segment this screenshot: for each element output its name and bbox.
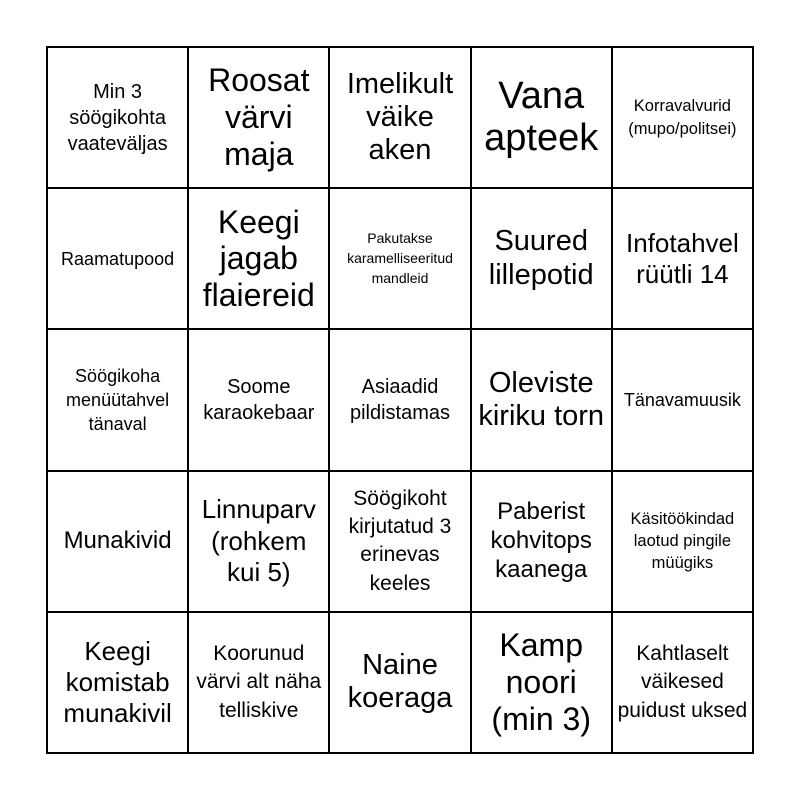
bingo-cell[interactable]: Korravalvurid (mupo/politsei) — [612, 47, 753, 188]
bingo-cell[interactable]: Raamatupood — [47, 188, 188, 329]
bingo-cell[interactable]: Soome karaokebaar — [188, 329, 329, 470]
bingo-cell[interactable]: Min 3 söögikohta vaateväljas — [47, 47, 188, 188]
bingo-cell[interactable]: Paberist kohvitops kaanega — [471, 471, 612, 612]
bingo-cell[interactable]: Naine koeraga — [329, 612, 470, 753]
bingo-cell[interactable]: Imelikult väike aken — [329, 47, 470, 188]
bingo-cell[interactable]: Kahtlaselt väikesed puidust uksed — [612, 612, 753, 753]
bingo-cell[interactable]: Pakutakse karamelliseeritud mandleid — [329, 188, 470, 329]
bingo-cell[interactable]: Keegi jagab flaiereid — [188, 188, 329, 329]
bingo-cell[interactable]: Munakivid — [47, 471, 188, 612]
bingo-cell[interactable]: Käsitöökindad laotud pingile müügiks — [612, 471, 753, 612]
bingo-cell[interactable]: Asiaadid pildistamas — [329, 329, 470, 470]
bingo-cell[interactable]: Roosat värvi maja — [188, 47, 329, 188]
bingo-cell[interactable]: Söögikoha menüütahvel tänaval — [47, 329, 188, 470]
bingo-cell[interactable]: Oleviste kiriku torn — [471, 329, 612, 470]
bingo-cell[interactable]: Infotahvel rüütli 14 — [612, 188, 753, 329]
bingo-cell[interactable]: Söögikoht kirjutatud 3 erinevas keeles — [329, 471, 470, 612]
bingo-cell[interactable]: Linnuparv (rohkem kui 5) — [188, 471, 329, 612]
bingo-cell[interactable]: Vana apteek — [471, 47, 612, 188]
bingo-cell[interactable]: Koorunud värvi alt näha telliskive — [188, 612, 329, 753]
bingo-cell[interactable]: Keegi komistab munakivil — [47, 612, 188, 753]
bingo-cell[interactable]: Tänavamuusik — [612, 329, 753, 470]
bingo-cell[interactable]: Kamp noori (min 3) — [471, 612, 612, 753]
bingo-cell[interactable]: Suured lillepotid — [471, 188, 612, 329]
bingo-board — [46, 46, 754, 754]
